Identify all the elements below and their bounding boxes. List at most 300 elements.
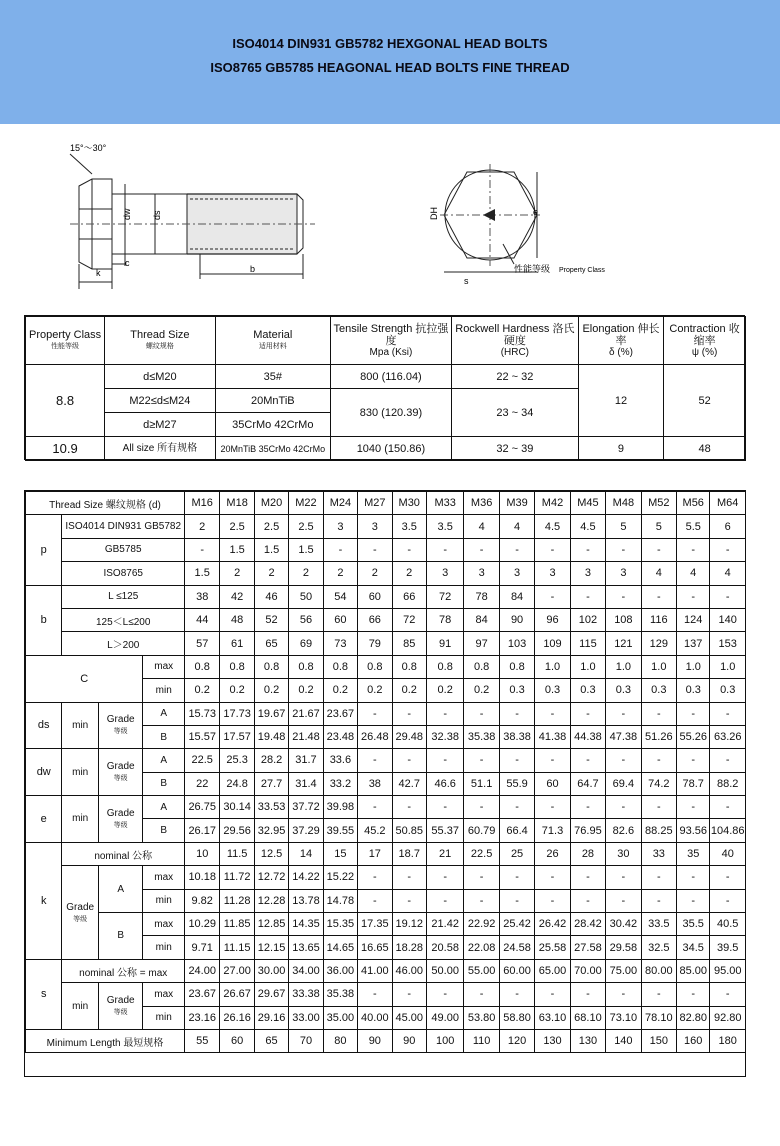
grade-label: Grade — [66, 901, 95, 913]
value-cell: 0.8 — [220, 655, 254, 678]
value-cell: 11.28 — [220, 889, 254, 912]
value-cell: 97 — [464, 632, 499, 655]
value-cell: 11.15 — [220, 936, 254, 959]
grade-cell — [98, 983, 143, 1030]
value-cell: 63.26 — [710, 725, 746, 748]
value-cell: 65 — [254, 1029, 288, 1052]
limit-label: min — [143, 889, 185, 912]
value-cell: - — [641, 538, 676, 561]
elongation-cell: 9 — [578, 437, 663, 461]
value-cell: 19.48 — [254, 725, 288, 748]
header-contraction: Contraction 收缩率 ψ (%) — [664, 317, 746, 365]
value-cell: 60.79 — [464, 819, 499, 842]
value-cell: - — [358, 702, 392, 725]
value-cell: 4 — [499, 515, 534, 538]
header-thread-size: Thread Size 螺纹规格 — [105, 317, 216, 365]
hardness-cell: 32 ~ 39 — [451, 437, 578, 461]
value-cell: 60 — [535, 772, 570, 795]
value-cell: 130 — [570, 1029, 605, 1052]
value-cell: 25.3 — [220, 749, 254, 772]
value-cell: - — [710, 866, 746, 889]
size-header: M22 — [289, 492, 323, 515]
value-cell: 16.65 — [358, 936, 392, 959]
value-cell: 25.42 — [499, 913, 534, 936]
value-cell: 79 — [358, 632, 392, 655]
value-cell: - — [641, 983, 676, 1006]
value-cell: - — [499, 749, 534, 772]
value-cell: 18.7 — [392, 842, 426, 865]
value-cell: 120 — [499, 1029, 534, 1052]
value-cell: 180 — [710, 1029, 746, 1052]
size-header: M18 — [220, 492, 254, 515]
value-cell: 53.80 — [464, 1006, 499, 1029]
size-header: M42 — [535, 492, 570, 515]
value-cell: 0.8 — [323, 655, 357, 678]
value-cell: 1.0 — [677, 655, 710, 678]
thread-size-header: Thread Size 螺纹规格 (d) — [26, 492, 185, 515]
grade-label: Grade — [106, 995, 135, 1007]
value-cell: 33.00 — [289, 1006, 323, 1029]
grade-cn: 等级 — [113, 775, 128, 783]
value-cell: 27.00 — [220, 959, 254, 982]
value-cell: 35.38 — [323, 983, 357, 1006]
grade-label: Grade — [106, 761, 135, 773]
value-cell: 160 — [677, 1029, 710, 1052]
header-property-class: Property Class 性能等级 — [26, 317, 105, 365]
value-cell: 49.00 — [426, 1006, 463, 1029]
value-cell: 22.5 — [464, 842, 499, 865]
value-cell: - — [499, 702, 534, 725]
table-row — [26, 538, 746, 561]
grade-letter: A — [143, 749, 185, 772]
value-cell: 14.65 — [323, 936, 357, 959]
value-cell: 0.2 — [358, 679, 392, 702]
value-cell: 65.00 — [535, 959, 570, 982]
value-cell: 31.7 — [289, 749, 323, 772]
value-cell: 38 — [358, 772, 392, 795]
value-cell: 0.2 — [184, 679, 219, 702]
value-cell: - — [358, 889, 392, 912]
value-cell: 66 — [392, 585, 426, 608]
angle-label: 15°～30° — [70, 143, 107, 153]
value-cell: 27.7 — [254, 772, 288, 795]
value-cell: 3.5 — [392, 515, 426, 538]
tensile-cell: 1040 (150.86) — [330, 437, 451, 461]
value-cell: - — [710, 983, 746, 1006]
value-cell: 2 — [358, 562, 392, 585]
value-cell: - — [570, 749, 605, 772]
value-cell: - — [535, 538, 570, 561]
value-cell: 104.86 — [710, 819, 746, 842]
value-cell: 4 — [641, 562, 676, 585]
value-cell: - — [570, 538, 605, 561]
value-cell: 37.72 — [289, 796, 323, 819]
size-header: M39 — [499, 492, 534, 515]
value-cell: 30.00 — [254, 959, 288, 982]
value-cell: 5 — [606, 515, 641, 538]
value-cell: - — [570, 983, 605, 1006]
value-cell: - — [358, 866, 392, 889]
grade-cn: 等级 — [113, 1009, 128, 1017]
value-cell: - — [535, 702, 570, 725]
value-cell: 85 — [392, 632, 426, 655]
size-header: M48 — [606, 492, 641, 515]
value-cell: 0.8 — [289, 655, 323, 678]
value-cell: - — [710, 702, 746, 725]
value-cell: 0.8 — [184, 655, 219, 678]
value-cell: 74.2 — [641, 772, 676, 795]
value-cell: 92.80 — [710, 1006, 746, 1029]
grade-cn: 等级 — [113, 728, 128, 736]
value-cell: 45.00 — [392, 1006, 426, 1029]
value-cell: 63.10 — [535, 1006, 570, 1029]
size-header: M33 — [426, 492, 463, 515]
value-cell: - — [392, 538, 426, 561]
value-cell: 47.38 — [606, 725, 641, 748]
value-cell: 29.16 — [254, 1006, 288, 1029]
value-cell: 140 — [710, 608, 746, 631]
value-cell: - — [570, 889, 605, 912]
value-cell: 33.5 — [641, 913, 676, 936]
value-cell: - — [570, 796, 605, 819]
value-cell: 3.5 — [426, 515, 463, 538]
value-cell: 41.38 — [535, 725, 570, 748]
value-cell: 1.0 — [641, 655, 676, 678]
standard-label: GB5785 — [62, 538, 185, 561]
value-cell: - — [535, 866, 570, 889]
value-cell: 32.95 — [254, 819, 288, 842]
value-cell: 2 — [254, 562, 288, 585]
value-cell: 1.5 — [220, 538, 254, 561]
value-cell: - — [426, 538, 463, 561]
value-cell: 60 — [323, 608, 357, 631]
s-label: s — [464, 276, 469, 286]
value-cell: 26.48 — [358, 725, 392, 748]
value-cell: 96 — [535, 608, 570, 631]
minimum-length-label: Minimum Length 最短规格 — [26, 1029, 185, 1052]
size-cell: d≥M27 — [105, 413, 216, 437]
value-cell: 4.5 — [570, 515, 605, 538]
value-cell: 60 — [220, 1029, 254, 1052]
value-cell: 30.42 — [606, 913, 641, 936]
p-label: p — [26, 515, 62, 585]
nominal-label: nominal 公称 = max — [62, 959, 185, 982]
c-label: C — [26, 655, 143, 702]
min-label: min — [62, 983, 98, 1030]
table-row — [26, 913, 746, 936]
length-condition: L＞200 — [62, 632, 185, 655]
value-cell: - — [535, 983, 570, 1006]
value-cell: 33 — [641, 842, 676, 865]
value-cell: 103 — [499, 632, 534, 655]
header-elongation: Elongation 伸长率 δ (%) — [578, 317, 663, 365]
value-cell: 91 — [426, 632, 463, 655]
grade-cell — [62, 866, 98, 960]
value-cell: 51.26 — [641, 725, 676, 748]
value-cell: 75.00 — [606, 959, 641, 982]
dw-label: dw — [26, 749, 62, 796]
value-cell: 78 — [464, 585, 499, 608]
value-cell: 24.58 — [499, 936, 534, 959]
value-cell: 50 — [289, 585, 323, 608]
grade-letter: B — [143, 772, 185, 795]
header-tensile: Tensile Strength 抗拉强度 Mpa (Ksi) — [330, 317, 451, 365]
value-cell: 73 — [323, 632, 357, 655]
value-cell: 19.12 — [392, 913, 426, 936]
title-banner — [0, 0, 780, 124]
value-cell: 9.71 — [184, 936, 219, 959]
value-cell: 44.38 — [570, 725, 605, 748]
size-header: M30 — [392, 492, 426, 515]
value-cell: 11.5 — [220, 842, 254, 865]
value-cell: 3 — [358, 515, 392, 538]
value-cell: 26 — [535, 842, 570, 865]
value-cell: - — [677, 702, 710, 725]
grade-letter: A — [143, 702, 185, 725]
value-cell: 26.16 — [220, 1006, 254, 1029]
value-cell: 10 — [184, 842, 219, 865]
bolt-drawing — [0, 124, 780, 314]
value-cell: 0.8 — [426, 655, 463, 678]
size-header: M36 — [464, 492, 499, 515]
value-cell: - — [464, 983, 499, 1006]
value-cell: 1.0 — [570, 655, 605, 678]
value-cell: 23.16 — [184, 1006, 219, 1029]
value-cell: 1.0 — [535, 655, 570, 678]
value-cell: 50.00 — [426, 959, 463, 982]
value-cell: 25 — [499, 842, 534, 865]
value-cell: 102 — [570, 608, 605, 631]
mark-triangle-icon — [483, 209, 495, 221]
value-cell: 48 — [220, 608, 254, 631]
value-cell: - — [358, 983, 392, 1006]
value-cell: 13.78 — [289, 889, 323, 912]
table-row — [26, 655, 746, 678]
value-cell: 5.5 — [677, 515, 710, 538]
value-cell: - — [570, 866, 605, 889]
value-cell: 57 — [184, 632, 219, 655]
value-cell: - — [426, 702, 463, 725]
value-cell: 30.14 — [220, 796, 254, 819]
title-line-1: ISO4014 DIN931 GB5782 HEXGONAL HEAD BOLTS — [232, 36, 548, 51]
value-cell: 0.2 — [392, 679, 426, 702]
value-cell: 19.67 — [254, 702, 288, 725]
value-cell: 78.10 — [641, 1006, 676, 1029]
value-cell: 25.58 — [535, 936, 570, 959]
value-cell: 0.3 — [535, 679, 570, 702]
value-cell: - — [464, 702, 499, 725]
min-label: min — [62, 796, 98, 843]
value-cell: 80.00 — [641, 959, 676, 982]
b-label: b — [26, 585, 62, 655]
value-cell: 121 — [606, 632, 641, 655]
class-10-9: 10.9 — [26, 437, 105, 461]
value-cell: 35 — [677, 842, 710, 865]
value-cell: 0.8 — [499, 655, 534, 678]
bolt-side-view — [70, 154, 315, 289]
size-header: M45 — [570, 492, 605, 515]
value-cell: - — [464, 889, 499, 912]
nominal-label: nominal 公称 — [62, 842, 185, 865]
elongation-cell: 12 — [578, 365, 663, 437]
value-cell: - — [641, 889, 676, 912]
value-cell: 29.48 — [392, 725, 426, 748]
value-cell: 2 — [392, 562, 426, 585]
value-cell: - — [606, 866, 641, 889]
value-cell: - — [426, 749, 463, 772]
property-class-en: Property Class — [559, 267, 605, 274]
value-cell: 9.82 — [184, 889, 219, 912]
value-cell: 129 — [641, 632, 676, 655]
value-cell: 21.48 — [289, 725, 323, 748]
dh-label: DH — [429, 207, 439, 220]
value-cell: - — [535, 585, 570, 608]
value-cell: 39.55 — [323, 819, 357, 842]
value-cell: - — [710, 796, 746, 819]
value-cell: 50.85 — [392, 819, 426, 842]
value-cell: - — [710, 749, 746, 772]
value-cell: 29.58 — [606, 936, 641, 959]
value-cell: 52 — [254, 608, 288, 631]
value-cell: 0.2 — [254, 679, 288, 702]
limit-label: min — [143, 1006, 185, 1029]
value-cell: 90 — [392, 1029, 426, 1052]
value-cell: 100 — [426, 1029, 463, 1052]
value-cell: 93.56 — [677, 819, 710, 842]
value-cell: 15.73 — [184, 702, 219, 725]
value-cell: 23.67 — [184, 983, 219, 1006]
value-cell: 29.67 — [254, 983, 288, 1006]
value-cell: 70.00 — [570, 959, 605, 982]
value-cell: - — [677, 538, 710, 561]
size-header: M20 — [254, 492, 288, 515]
value-cell: - — [464, 866, 499, 889]
min-label: min — [62, 702, 98, 749]
value-cell: 70 — [289, 1029, 323, 1052]
value-cell: 82.6 — [606, 819, 641, 842]
value-cell: 39.5 — [710, 936, 746, 959]
value-cell: 12.28 — [254, 889, 288, 912]
grade-cn: 等级 — [113, 821, 128, 829]
value-cell: - — [641, 749, 676, 772]
e-label: e — [26, 796, 62, 843]
value-cell: - — [499, 889, 534, 912]
material-cell: 20MnTiB 35CrMo 42CrMo — [215, 437, 330, 461]
value-cell: 34.5 — [677, 936, 710, 959]
hardness-cell: 22 ~ 32 — [451, 365, 578, 389]
value-cell: - — [606, 749, 641, 772]
s-label: s — [26, 959, 62, 1029]
contraction-cell: 52 — [664, 365, 746, 437]
value-cell: 153 — [710, 632, 746, 655]
limit-label: max — [143, 655, 185, 678]
value-cell: - — [710, 585, 746, 608]
k-label: k — [96, 268, 101, 278]
value-cell: 40.00 — [358, 1006, 392, 1029]
value-cell: 28 — [570, 842, 605, 865]
value-cell: - — [710, 538, 746, 561]
value-cell: - — [392, 983, 426, 1006]
ds-label: ds — [152, 210, 162, 220]
table-row — [26, 983, 746, 1006]
value-cell: - — [606, 538, 641, 561]
limit-label: max — [143, 913, 185, 936]
value-cell: 17.57 — [220, 725, 254, 748]
value-cell: 35.38 — [464, 725, 499, 748]
value-cell: 5 — [641, 515, 676, 538]
value-cell: 108 — [606, 608, 641, 631]
value-cell: 12.15 — [254, 936, 288, 959]
table-row — [26, 702, 746, 725]
value-cell: 22 — [184, 772, 219, 795]
c-label: c — [125, 258, 130, 268]
value-cell: 3 — [606, 562, 641, 585]
value-cell: 69 — [289, 632, 323, 655]
value-cell: 55.9 — [499, 772, 534, 795]
value-cell: 21 — [426, 842, 463, 865]
value-cell: 17 — [358, 842, 392, 865]
dw-label: dw — [122, 208, 132, 220]
value-cell: - — [464, 749, 499, 772]
value-cell: 40.5 — [710, 913, 746, 936]
value-cell: 26.17 — [184, 819, 219, 842]
size-cell: d≤M20 — [105, 365, 216, 389]
table-row — [26, 585, 746, 608]
table-row — [26, 515, 746, 538]
value-cell: - — [677, 866, 710, 889]
value-cell: - — [606, 796, 641, 819]
value-cell: 54 — [323, 585, 357, 608]
grade-label: Grade — [106, 714, 135, 726]
value-cell: 3 — [499, 562, 534, 585]
table-row — [26, 866, 746, 889]
value-cell: - — [184, 538, 219, 561]
value-cell: 109 — [535, 632, 570, 655]
value-cell: 2 — [289, 562, 323, 585]
value-cell: 65 — [254, 632, 288, 655]
value-cell: 3 — [323, 515, 357, 538]
value-cell: - — [392, 749, 426, 772]
value-cell: 33.53 — [254, 796, 288, 819]
size-header: M16 — [184, 492, 219, 515]
value-cell: 90 — [499, 608, 534, 631]
value-cell: 0.3 — [677, 679, 710, 702]
value-cell: - — [464, 796, 499, 819]
standard-label: ISO8765 — [62, 562, 185, 585]
material-cell: 35# — [215, 365, 330, 389]
value-cell: 88.25 — [641, 819, 676, 842]
value-cell: - — [426, 889, 463, 912]
value-cell: 38 — [184, 585, 219, 608]
value-cell: 20.58 — [426, 936, 463, 959]
limit-label: min — [143, 936, 185, 959]
value-cell: - — [606, 585, 641, 608]
value-cell: 88.2 — [710, 772, 746, 795]
value-cell: 72 — [392, 608, 426, 631]
dimension-table — [25, 491, 746, 1053]
value-cell: - — [641, 702, 676, 725]
value-cell: - — [570, 585, 605, 608]
value-cell: 140 — [606, 1029, 641, 1052]
table-row — [26, 749, 746, 772]
value-cell: 150 — [641, 1029, 676, 1052]
value-cell: 2 — [184, 515, 219, 538]
value-cell: 41.00 — [358, 959, 392, 982]
value-cell: 13.65 — [289, 936, 323, 959]
value-cell: 30 — [606, 842, 641, 865]
value-cell: 71.3 — [535, 819, 570, 842]
value-cell: 27.58 — [570, 936, 605, 959]
